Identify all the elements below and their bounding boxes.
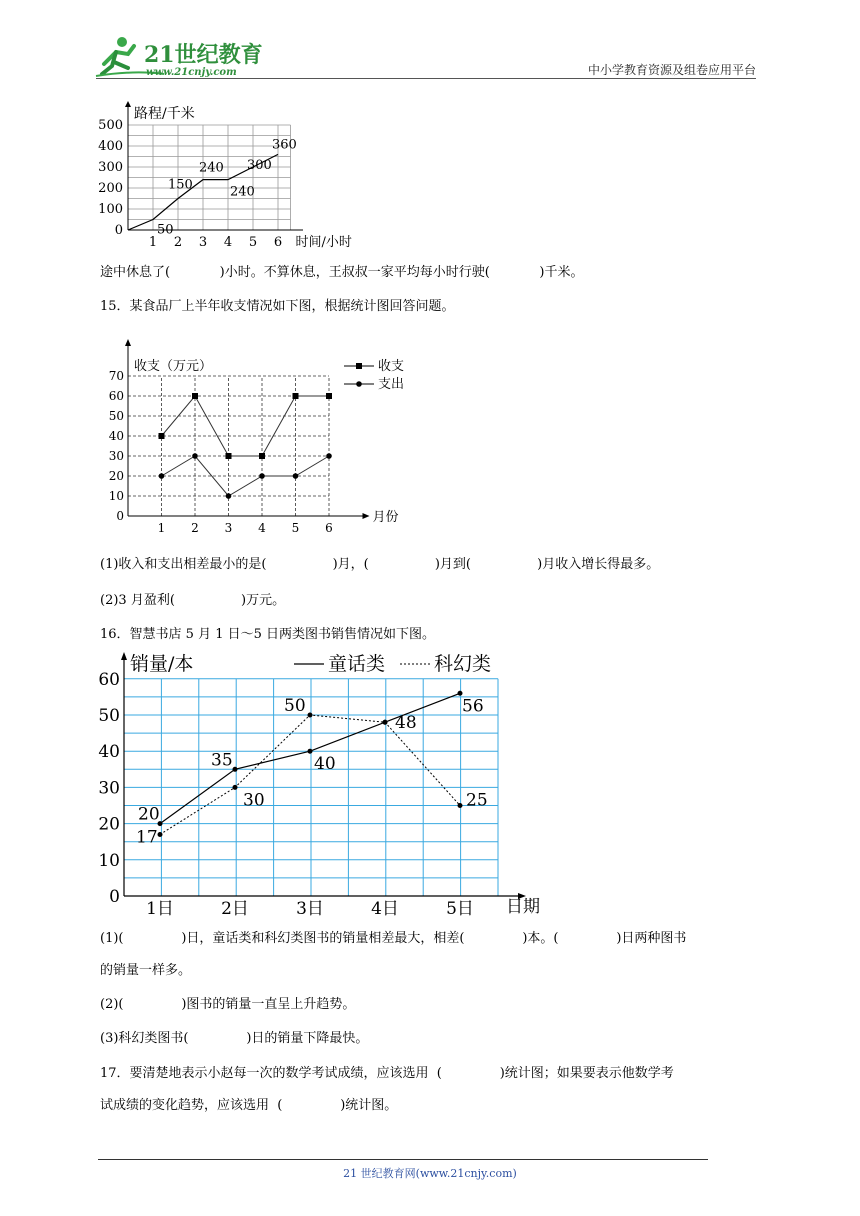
q14-text: 途中休息了( )小时。不算休息，王叔叔一家平均每小时行驶( )千米。 [100,265,584,280]
chart-distance-time [96,100,376,250]
data-point [259,453,265,459]
data-point [383,720,388,725]
q16-title: 16．智慧书店 5 月 1 日～5 日两类图书销售情况如下图。 [100,627,436,642]
data-point [326,393,332,399]
y-tick-label: 30 [98,778,120,799]
y-axis-arrow [121,652,127,660]
x-tick-label: 2日 [221,899,249,919]
y-tick-label: 500 [98,118,123,133]
data-point [308,749,313,754]
q16-1b: 的销量一样多。 [100,963,192,978]
legend-label: 科幻类 [434,653,492,675]
header-divider [96,78,756,79]
data-point [192,393,198,399]
x-tick-label: 5日 [446,899,474,919]
y-tick-label: 0 [114,223,123,238]
data-point [159,433,165,439]
data-point [458,803,463,808]
data-point [158,832,163,837]
y-tick-label: 400 [98,139,123,154]
logo-url: www.21cnjy.com [146,67,237,78]
data-point [308,713,313,718]
data-point [226,453,232,459]
y-axis-arrow [125,339,131,346]
data-label: 30 [243,790,265,811]
q17-a: 17．要清楚地表示小赵每一次的数学考试成绩，应该选用 ( )统计图；如果要表示他数学考 [100,1066,674,1081]
y-tick-label: 50 [108,409,124,423]
data-label: 50 [284,696,306,716]
x-tick-label: 4 [258,521,266,535]
data-point [293,473,299,479]
y-tick-label: 60 [108,389,124,403]
data-label: 35 [211,750,233,771]
footer-divider [98,1159,708,1160]
logo-text: 21世纪教育 [144,42,263,68]
legend-marker [356,381,362,387]
data-label: 25 [466,790,488,811]
x-tick-label: 6 [273,235,283,250]
x-tick-label: 3日 [296,899,324,919]
q17-b: 试成绩的变化趋势，应该选用 ( )统计图。 [100,1098,398,1113]
x-tick-label: 5 [248,235,258,250]
data-label: 48 [395,713,417,734]
q16-2: (2)( )图书的销量一直呈上升趋势。 [100,997,356,1012]
data-point [192,453,198,459]
data-label: 240 [199,160,224,176]
x-axis-label: 日期 [506,897,540,917]
data-point [259,473,265,479]
x-tick-label: 2 [173,235,183,250]
x-tick-label: 1日 [146,899,174,919]
data-label: 20 [138,804,160,825]
y-tick-label: 10 [108,489,124,503]
data-label: 40 [314,754,336,775]
y-tick-label: 10 [98,850,120,871]
x-axis-label: 时间/小时 [295,235,352,250]
data-label: 360 [272,137,297,153]
x-tick-label: 5 [291,521,300,535]
q15-1: (1)收入和支出相差最小的是( )月，( )月到( )月收入增长得最多。 [100,557,660,572]
footer-text: 21 世纪教育网(www.21cnjy.com) [343,1167,517,1180]
data-point [293,393,299,399]
data-label: 50 [157,222,174,238]
y-tick-label: 70 [108,369,124,383]
x-tick-label: 4 [223,235,233,250]
data-label: 56 [462,696,484,717]
y-tick-label: 40 [108,429,124,443]
y-tick-label: 30 [108,449,124,463]
data-label: 150 [168,177,193,193]
series-line [162,396,330,456]
q16-1a: (1)( )日，童话类和科幻类图书的销量相差最大，相差( )本。( )日两种图书 [100,931,687,946]
logo [94,34,274,80]
x-tick-label: 1 [157,521,166,535]
x-axis-label: 月份 [372,510,399,525]
x-tick-label: 6 [325,521,333,535]
y-axis-arrow [125,101,131,107]
data-point [326,453,332,459]
x-tick-label: 3 [198,235,208,250]
data-label: 17 [136,827,158,848]
legend-label: 童话类 [328,653,386,675]
data-point [233,767,238,772]
y-tick-label: 0 [109,887,120,907]
y-axis-label: 路程/千米 [134,106,195,122]
data-point [226,493,232,499]
legend-marker [356,363,362,369]
q15-title: 15．某食品厂上半年收支情况如下图，根据统计图回答问题。 [100,299,455,314]
y-tick-label: 0 [116,509,124,523]
data-point [159,473,165,479]
x-tick-label: 3 [224,521,233,535]
y-tick-label: 300 [98,160,123,175]
chart-income-expense [100,336,410,536]
legend-label: 收支 [378,359,405,374]
y-tick-label: 20 [98,814,120,835]
y-axis-label: 销量/本 [130,653,194,675]
x-tick-label: 4日 [371,899,399,919]
data-point [458,691,463,696]
q15-2: (2)3 月盈利( )万元。 [100,593,286,608]
y-tick-label: 100 [98,202,123,217]
y-tick-label: 40 [98,742,120,763]
q16-3: (3)科幻类图书( )日的销量下降最快。 [100,1031,369,1046]
y-tick-label: 20 [108,469,124,483]
x-tick-label: 2 [191,521,199,535]
x-tick-label: 1 [148,235,158,250]
data-point [233,785,238,790]
y-tick-label: 60 [98,669,120,690]
y-tick-label: 50 [98,706,120,726]
x-axis-arrow [363,513,370,519]
data-label: 240 [230,184,255,200]
platform-name: 中小学教育资源及组卷应用平台 [587,63,756,77]
chart-book-sales [94,648,540,923]
legend-label: 支出 [378,377,405,392]
data-label: 300 [247,158,272,173]
y-tick-label: 200 [98,181,123,196]
y-axis-label: 收支（万元） [134,359,213,374]
